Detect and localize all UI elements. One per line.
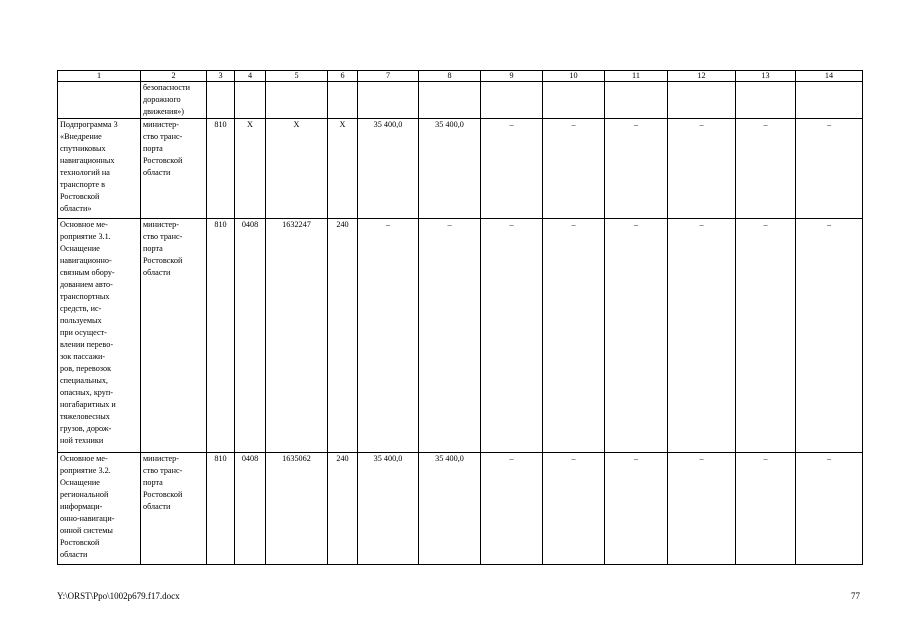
table-cell: Х bbox=[266, 119, 328, 219]
table-cell: безопасности дорожного движения») bbox=[141, 82, 207, 119]
col-header-3: 3 bbox=[207, 71, 235, 82]
table-cell bbox=[235, 82, 266, 119]
table-cell: 240 bbox=[328, 453, 358, 565]
table-cell: 1635062 bbox=[266, 453, 328, 565]
col-header-8: 8 bbox=[419, 71, 481, 82]
table-cell: 35 400,0 bbox=[419, 119, 481, 219]
table-cell: 0408 bbox=[235, 453, 266, 565]
table-cell: – bbox=[481, 219, 543, 453]
table-cell bbox=[358, 82, 419, 119]
table-cell: Основное ме- роприятие 3.2. Оснащение региональной информаци- онно-навигаци- онной системы Ростовской области bbox=[58, 453, 141, 565]
table-row bbox=[58, 219, 863, 453]
table-cell bbox=[207, 82, 235, 119]
table-cell: 810 bbox=[207, 119, 235, 219]
table-cell bbox=[605, 82, 668, 119]
table-cell: – bbox=[668, 119, 736, 219]
col-header-11: 11 bbox=[605, 71, 668, 82]
table-cell: – bbox=[796, 119, 863, 219]
table-cell: – bbox=[668, 219, 736, 453]
table-cell bbox=[328, 82, 358, 119]
table-cell: 1632247 bbox=[266, 219, 328, 453]
col-header-9: 9 bbox=[481, 71, 543, 82]
page-number: 77 bbox=[851, 591, 860, 601]
col-header-13: 13 bbox=[736, 71, 796, 82]
table-cell: министер- ство транс- порта Ростовской области bbox=[141, 219, 207, 453]
table-cell: 35 400,0 bbox=[358, 453, 419, 565]
table-cell: – bbox=[736, 119, 796, 219]
table-cell: – bbox=[358, 219, 419, 453]
table-cell bbox=[796, 82, 863, 119]
table-cell: – bbox=[796, 219, 863, 453]
col-header-14: 14 bbox=[796, 71, 863, 82]
table-cell: – bbox=[481, 453, 543, 565]
col-header-10: 10 bbox=[543, 71, 605, 82]
table-cell: – bbox=[796, 453, 863, 565]
table-cell: – bbox=[543, 119, 605, 219]
table-cell bbox=[266, 82, 328, 119]
table-cell bbox=[543, 82, 605, 119]
table-row bbox=[58, 119, 863, 219]
table-cell: Подпрограмма 3 «Внедрение спутниковых навигационных технологий на транспорте в Ростовской области» bbox=[58, 119, 141, 219]
table-cell bbox=[668, 82, 736, 119]
table-cell: – bbox=[668, 453, 736, 565]
table-cell: – bbox=[736, 219, 796, 453]
col-header-6: 6 bbox=[328, 71, 358, 82]
table-cell: – bbox=[543, 219, 605, 453]
col-header-5: 5 bbox=[266, 71, 328, 82]
table-cell bbox=[58, 82, 141, 119]
table-cell: 0408 bbox=[235, 219, 266, 453]
table-cell bbox=[736, 82, 796, 119]
col-header-7: 7 bbox=[358, 71, 419, 82]
col-header-12: 12 bbox=[668, 71, 736, 82]
header-row bbox=[58, 71, 863, 82]
table-cell: – bbox=[605, 119, 668, 219]
table-cell: – bbox=[605, 453, 668, 565]
table-cell: Х bbox=[235, 119, 266, 219]
table-cell: министер- ство транс- порта Ростовской области bbox=[141, 453, 207, 565]
table-cell: – bbox=[419, 219, 481, 453]
table-cell: Основное ме- роприятие 3.1. Оснащение навигационно- связным обору- дованием авто- транспортных средств, ис- пользуемых при осущест- влении перево- зок пассажи- ров, перевозок специальных, опасных, круп- ногабаритных и тяжеловесных грузов, дорож- ной техники bbox=[58, 219, 141, 453]
col-header-1: 1 bbox=[58, 71, 141, 82]
table-cell: министер- ство транс- порта Ростовской области bbox=[141, 119, 207, 219]
table-cell: – bbox=[543, 453, 605, 565]
table-cell: 240 bbox=[328, 219, 358, 453]
table-cell bbox=[481, 82, 543, 119]
table-cell: – bbox=[736, 453, 796, 565]
col-header-2: 2 bbox=[141, 71, 207, 82]
table-cell: 810 bbox=[207, 453, 235, 565]
table-cell: – bbox=[605, 219, 668, 453]
table-cell: 35 400,0 bbox=[419, 453, 481, 565]
budget-table bbox=[57, 70, 863, 565]
table-cell: – bbox=[481, 119, 543, 219]
table-row bbox=[58, 453, 863, 565]
table-cell: Х bbox=[328, 119, 358, 219]
table-cell bbox=[419, 82, 481, 119]
table-row bbox=[58, 82, 863, 119]
col-header-4: 4 bbox=[235, 71, 266, 82]
table-cell: 810 bbox=[207, 219, 235, 453]
footer-file-path: Y:\ORST\Ppo\1002p679.f17.docx bbox=[57, 591, 180, 601]
table-cell: 35 400,0 bbox=[358, 119, 419, 219]
